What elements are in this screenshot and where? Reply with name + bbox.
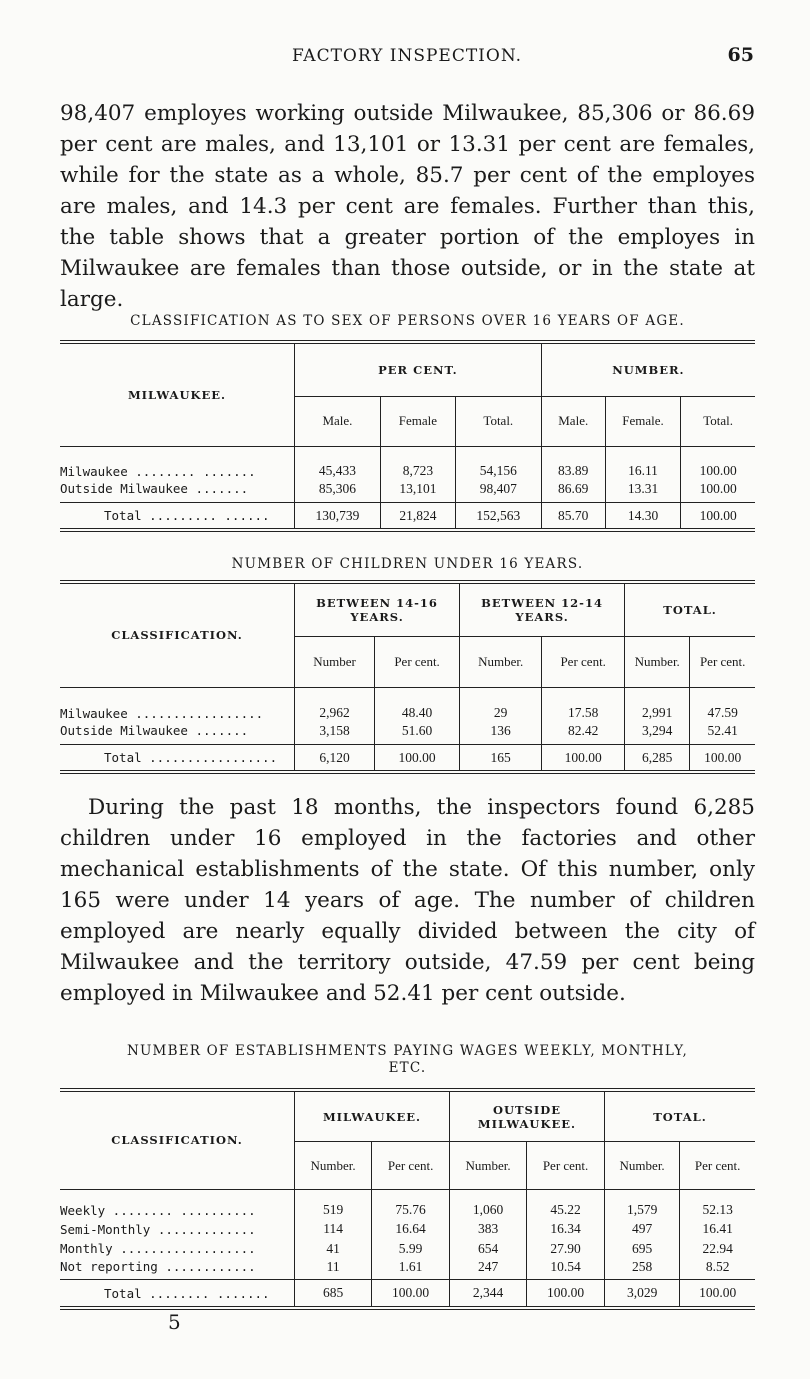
table2-group-14-16 <box>295 582 460 637</box>
table3-row-header: CLASSIFICATION. <box>111 1133 243 1148</box>
row-label: Outside Milwaukee ....... <box>60 481 249 497</box>
table3-col-header: Number. <box>295 1142 372 1189</box>
group-line: OUTSIDE <box>492 1102 561 1117</box>
group-line: YEARS. <box>350 610 404 625</box>
table-cell: 152,563 <box>455 503 541 530</box>
table-total-row <box>60 1280 755 1308</box>
row-label: Total ................. <box>60 745 295 772</box>
table1-col-header: Total. <box>455 396 541 446</box>
table-cell: 3,158 <box>295 722 375 745</box>
table-cell: 247 <box>449 1258 526 1280</box>
table-row <box>60 446 755 480</box>
table-total-row <box>60 503 755 530</box>
table-row <box>60 1219 755 1238</box>
table3-group-milwaukee: MILWAUKEE. <box>295 1090 450 1142</box>
sex-classification-table <box>60 340 755 532</box>
table2-col-header: Per cent. <box>690 637 755 687</box>
table-cell: 45,433 <box>295 446 381 480</box>
table-cell: 29 <box>460 687 542 721</box>
table-cell: 114 <box>295 1219 372 1238</box>
table-cell: 1,579 <box>604 1189 679 1219</box>
table-cell: 8,723 <box>380 446 455 480</box>
table-cell: 98,407 <box>455 480 541 503</box>
running-title: FACTORY INSPECTION. <box>291 46 523 66</box>
table3-col-header: Number. <box>604 1142 679 1189</box>
table-cell: 16.41 <box>680 1219 755 1238</box>
table-cell: 27.90 <box>527 1239 605 1258</box>
table-cell: 2,962 <box>295 687 375 721</box>
table-cell: 48.40 <box>375 687 460 721</box>
table3-col-header: Per cent. <box>527 1142 605 1189</box>
table-cell: 13.31 <box>605 480 681 503</box>
table-cell: 100.00 <box>681 446 755 480</box>
row-label: Total ........ ....... <box>60 1280 295 1308</box>
table-cell: 100.00 <box>681 503 755 530</box>
row-label: Not reporting ............ <box>60 1259 256 1275</box>
table-cell: 82.42 <box>542 722 625 745</box>
table-row <box>60 1189 755 1219</box>
table-cell: 100.00 <box>372 1280 450 1308</box>
row-label: Milwaukee ........ ....... <box>60 446 295 480</box>
page-number: 65 <box>727 44 754 66</box>
table-cell: 86.69 <box>541 480 605 503</box>
table3-group-total: TOTAL. <box>604 1090 755 1142</box>
table-cell: 85,306 <box>295 480 381 503</box>
table-cell: 165 <box>460 745 542 772</box>
table1-col-header: Total. <box>681 396 755 446</box>
table-cell: 11 <box>295 1258 372 1280</box>
table-cell: 100.00 <box>680 1280 755 1308</box>
table-cell: 21,824 <box>380 503 455 530</box>
table-cell: 54,156 <box>455 446 541 480</box>
table2-col-header: Number <box>295 637 375 687</box>
table2-group-12-14 <box>460 582 625 637</box>
table-cell: 100.00 <box>690 745 755 772</box>
table3-col-header: Per cent. <box>372 1142 450 1189</box>
table-cell: 685 <box>295 1280 372 1308</box>
table1-col-header: Female. <box>605 396 681 446</box>
table1-row-header: MILWAUKEE. <box>127 387 227 402</box>
wage-payment-table <box>60 1088 755 1310</box>
table-cell: 83.89 <box>541 446 605 480</box>
table-cell: 6,285 <box>625 745 690 772</box>
table-total-row <box>60 745 755 772</box>
table-cell: 51.60 <box>375 722 460 745</box>
caption-line: ETC. <box>388 1060 427 1076</box>
paragraph-1: 98,407 employes working outside Milwaukee, 85,306 or 86.69 per cent are males, and 13,101 or 13.31 per cent are females, while for the state as a whole, 85.7 per cent of the employes are males, and 14.3 per cent are females. Further than this, the table shows that a greater portion of the employes in Milwaukee are females than those outside, or in the state at large. <box>60 101 755 312</box>
table1-col-header: Male. <box>541 396 605 446</box>
table-cell: 3,294 <box>625 722 690 745</box>
row-label: Semi-Monthly ............. <box>60 1221 256 1237</box>
caption-line: NUMBER OF ESTABLISHMENTS PAYING WAGES WEEKLY, MONTHLY, <box>126 1043 689 1059</box>
table-cell: 100.00 <box>527 1280 605 1308</box>
table-cell: 14.30 <box>605 503 681 530</box>
table-cell: 100.00 <box>375 745 460 772</box>
children-table <box>60 580 755 774</box>
table-cell: 695 <box>604 1239 679 1258</box>
table-cell: 8.52 <box>680 1258 755 1280</box>
table-cell: 41 <box>295 1239 372 1258</box>
table-cell: 47.59 <box>690 687 755 721</box>
table-cell: 497 <box>604 1219 679 1238</box>
page-header <box>60 44 754 74</box>
table-row <box>60 480 755 503</box>
table-cell: 2,991 <box>625 687 690 721</box>
paragraph-2: During the past 18 months, the inspectors found 6,285 children under 16 employed in the factories and other mechanical establishments of the state. Of this number, only 165 were under 14 years of age. The number of children employed are nearly equally divided between the city of Milwaukee and the territory outside, 47.59 per cent being employed in Milwaukee and 52.41 per cent outside. <box>60 795 755 1006</box>
table2-caption: NUMBER OF CHILDREN UNDER 16 YEARS. <box>231 556 584 572</box>
table-cell: 17.58 <box>542 687 625 721</box>
table-cell: 100.00 <box>681 480 755 503</box>
table3-col-header: Per cent. <box>680 1142 755 1189</box>
table1-group-percent: PER CENT. <box>295 342 542 396</box>
table2-row-header: CLASSIFICATION. <box>111 628 243 643</box>
row-label: Monthly .................. <box>60 1241 256 1257</box>
table-cell: 383 <box>449 1219 526 1238</box>
table-cell: 52.13 <box>680 1189 755 1219</box>
row-label: Weekly ........ .......... <box>60 1189 295 1219</box>
table-cell: 10.54 <box>527 1258 605 1280</box>
table1-group-number: NUMBER. <box>541 342 755 396</box>
group-line: BETWEEN 12-14 <box>481 596 603 611</box>
table-row <box>60 722 755 745</box>
group-line: YEARS. <box>515 610 569 625</box>
table2-col-header: Number. <box>460 637 542 687</box>
group-line: BETWEEN 14-16 <box>316 596 438 611</box>
table-cell: 85.70 <box>541 503 605 530</box>
table-cell: 45.22 <box>527 1189 605 1219</box>
table-cell: 5.99 <box>372 1239 450 1258</box>
row-label: Total ......... ...... <box>60 503 295 530</box>
table-cell: 22.94 <box>680 1239 755 1258</box>
table-cell: 16.11 <box>605 446 681 480</box>
table-cell: 13,101 <box>380 480 455 503</box>
table2-group-total: TOTAL. <box>625 582 755 637</box>
table-cell: 258 <box>604 1258 679 1280</box>
row-label: Outside Milwaukee ....... <box>60 722 249 738</box>
table-row <box>60 1239 755 1258</box>
table1-caption: CLASSIFICATION AS TO SEX OF PERSONS OVER 16 YEARS OF AGE. <box>130 313 685 329</box>
table2-col-header: Per cent. <box>375 637 460 687</box>
table-cell: 75.76 <box>372 1189 450 1219</box>
table-row <box>60 1258 755 1280</box>
table-cell: 1.61 <box>372 1258 450 1280</box>
signature-mark: 5 <box>168 1310 181 1334</box>
table-cell: 1,060 <box>449 1189 526 1219</box>
table-cell: 654 <box>449 1239 526 1258</box>
group-line: MILWAUKEE. <box>477 1116 576 1131</box>
table-cell: 3,029 <box>604 1280 679 1308</box>
row-label: Milwaukee ................. <box>60 687 295 721</box>
table3-group-outside <box>449 1090 604 1142</box>
table2-col-header: Per cent. <box>542 637 625 687</box>
table-cell: 52.41 <box>690 722 755 745</box>
table-cell: 16.64 <box>372 1219 450 1238</box>
table-cell: 100.00 <box>542 745 625 772</box>
table3-caption <box>60 1043 755 1077</box>
table2-col-header: Number. <box>625 637 690 687</box>
table-cell: 130,739 <box>295 503 381 530</box>
table-cell: 136 <box>460 722 542 745</box>
table3-col-header: Number. <box>449 1142 526 1189</box>
table-cell: 519 <box>295 1189 372 1219</box>
table1-col-header: Female <box>380 396 455 446</box>
table-cell: 16.34 <box>527 1219 605 1238</box>
table-cell: 2,344 <box>449 1280 526 1308</box>
table-cell: 6,120 <box>295 745 375 772</box>
table-row <box>60 687 755 721</box>
table1-col-header: Male. <box>295 396 381 446</box>
